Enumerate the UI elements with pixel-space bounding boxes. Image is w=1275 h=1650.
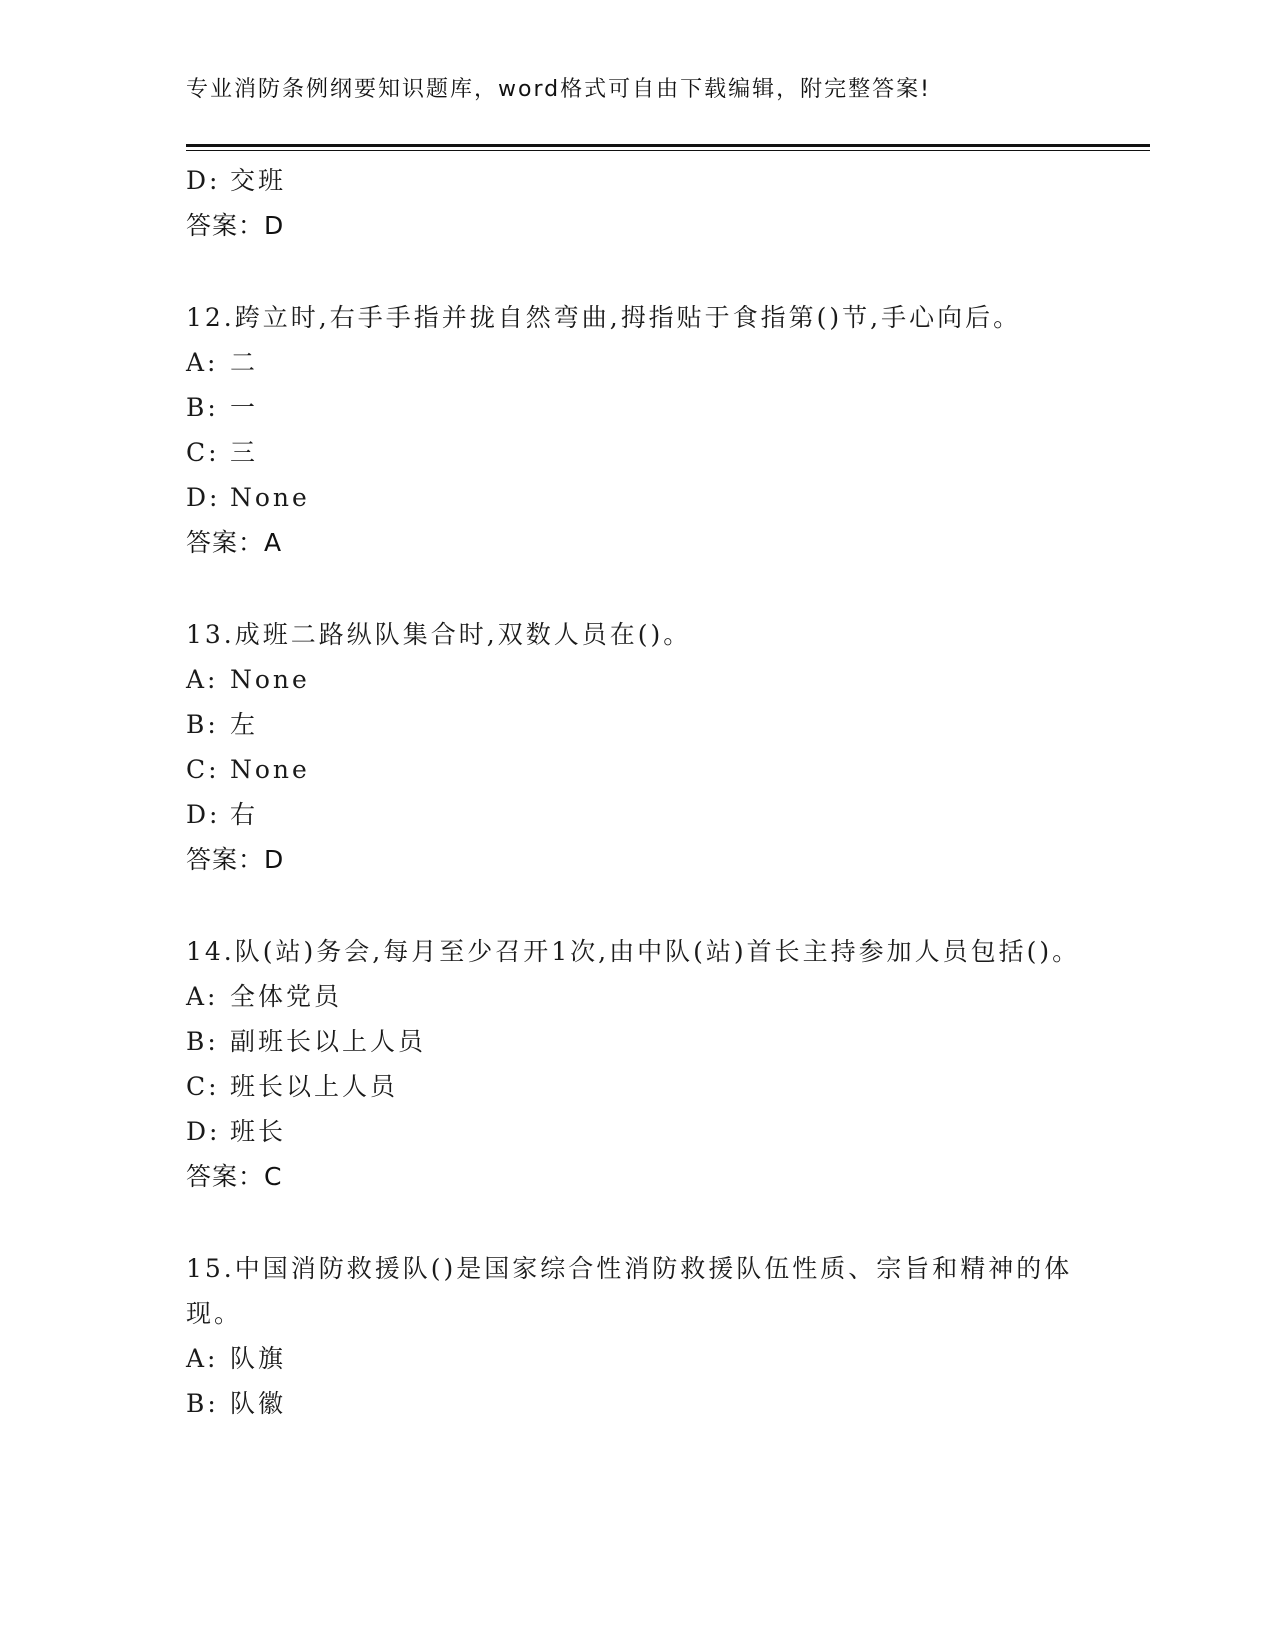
answer-line: 答案：A [186,528,283,557]
page-header: 专业消防条例纲要知识题库，word格式可自由下载编辑，附完整答案! [186,77,931,102]
option-c: C: 三 [186,438,259,467]
option-a: A:二 [186,348,259,377]
option-b: B: 副班长以上人员 [186,1027,427,1056]
option-b: B:一 [186,393,259,422]
answer-line: 答案：D [186,211,285,240]
header-rule-thick [186,144,1150,147]
question-15-stem: 15.中国消防救援队()是国家综合性消防救援队伍性质、宗旨和精神的体现。 [186,1254,1073,1328]
question-12-stem: 12.跨立时,右手手指并拢自然弯曲,拇指贴于食指第()节,手心向后。 [186,303,1022,332]
option-a: A: 队旗 [186,1344,287,1373]
question-14-stem: 14.队(站)务会,每月至少召开1次,由中队(站)首长主持参加人员包括()。 [186,937,1081,966]
option-d: D: 交班 [186,166,287,195]
answer-line: 答案：C [186,1162,283,1191]
option-c: C: 班长以上人员 [186,1072,399,1101]
option-d: D:右 [186,800,259,829]
option-c: C: None [186,755,310,784]
question-13-stem: 13.成班二路纵队集合时,双数人员在()。 [186,620,692,649]
option-b: B:左 [186,710,259,739]
option-d: D: None [186,483,310,512]
question-content [186,158,1086,1426]
option-d: D: 班长 [186,1117,287,1146]
header-rule-thin [186,150,1150,151]
answer-line: 答案：D [186,845,285,874]
option-a: A: None [186,665,310,694]
option-b: B: 队徽 [186,1389,287,1418]
option-a: A: 全体党员 [186,982,343,1011]
